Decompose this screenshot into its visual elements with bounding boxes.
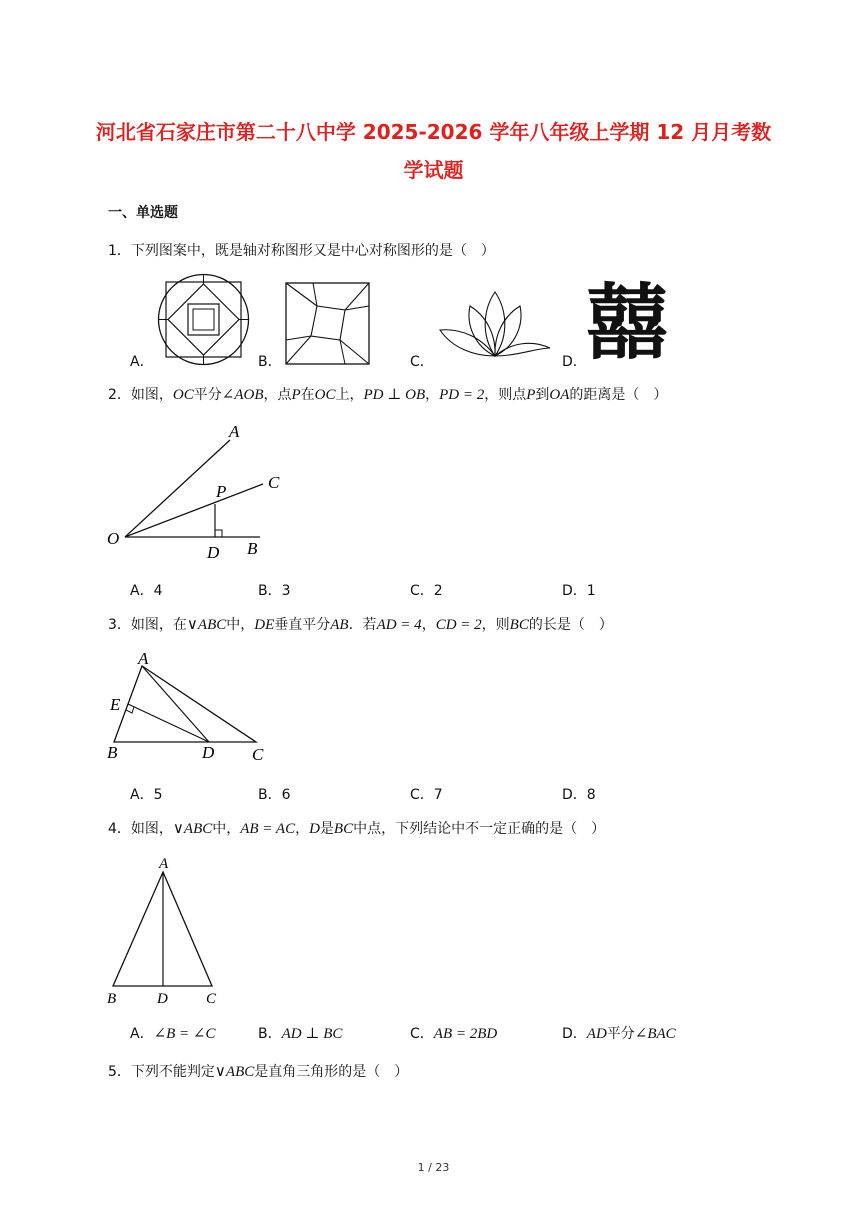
question-3 (108, 614, 613, 634)
math-span: P (291, 387, 301, 403)
math-span: PD = 2 (439, 387, 485, 403)
q2-option-c (410, 580, 443, 600)
label-c: C (268, 473, 280, 492)
page-number: 1 / 23 (417, 1161, 450, 1174)
q3-option-b (258, 784, 291, 804)
label-b: B (107, 991, 117, 1007)
option-label: D． (562, 787, 587, 803)
double-happiness-glyph: 囍 (586, 276, 669, 371)
exam-title-line-1: 河北省石家庄市第二十八中学 2025-2026 学年八年级上学期 12 月月考数 (95, 120, 772, 144)
option-value: AD ⊥ BC (281, 1026, 343, 1042)
option-value: AD (586, 1026, 607, 1042)
option-label: D． (562, 583, 587, 599)
math-span: ∨ABC (214, 1064, 255, 1080)
question-number: 1． (108, 243, 131, 259)
option-label: A． (130, 787, 154, 803)
label-d: D (157, 991, 168, 1007)
isosceles-triangle-figure (104, 852, 222, 1010)
text-span: 是 (319, 821, 334, 837)
math-span: D (309, 821, 320, 837)
math-span: P (526, 387, 536, 403)
option-value: 4 (153, 583, 163, 599)
math-span: CD = 2 (435, 617, 482, 633)
square-pinwheel-pattern-icon (285, 282, 371, 366)
angle-bisector-figure (105, 420, 295, 565)
q3-option-d (562, 784, 596, 804)
math-span: AB = AC (240, 821, 296, 837)
math-span: DE (254, 617, 275, 633)
text-span: ， (425, 387, 440, 403)
label-d: D (202, 743, 215, 762)
lotus-petals-pattern-icon (436, 290, 554, 360)
option-value: 6 (281, 787, 291, 803)
text-span: 的长是（ ） (528, 617, 613, 633)
option-value: AB = 2BD (433, 1026, 498, 1042)
option-label: B． (258, 1026, 282, 1042)
text-span: 如图， (130, 387, 173, 403)
label-b: B (247, 539, 258, 558)
q2-option-d (562, 580, 596, 600)
math-span: OC (172, 387, 194, 403)
option-value: ∠BAC (634, 1026, 676, 1042)
option-label: A． (130, 583, 154, 599)
option-label-d: D． (562, 354, 587, 370)
option-value: ∠B = ∠C (153, 1026, 216, 1042)
text-span: ， (421, 617, 436, 633)
label-e: E (110, 695, 121, 714)
math-span: OC (314, 387, 336, 403)
option-value: 5 (153, 787, 163, 803)
option-value: 8 (586, 787, 596, 803)
math-span: OA (549, 387, 570, 403)
math-span: PD ⊥ OB (363, 387, 426, 403)
question-number: 3． (108, 617, 131, 633)
q2-option-b (258, 580, 291, 600)
label-c: C (252, 745, 264, 764)
q4-option-b (258, 1023, 342, 1043)
option-label: A． (130, 1026, 154, 1042)
question-number: 2． (108, 387, 131, 403)
math-span: ∨ABC (172, 821, 213, 837)
text-span: ，则 (481, 617, 510, 633)
text-span: ， (295, 821, 310, 837)
q4-option-a (130, 1023, 216, 1043)
option-value: 2 (433, 583, 443, 599)
math-span: ∠AOB (221, 387, 264, 403)
text-span: 上， (335, 387, 364, 403)
question-5 (108, 1061, 408, 1081)
circle-window-pattern-icon (156, 272, 251, 367)
text-span: 如图，在 (130, 617, 187, 633)
option-value: 1 (586, 583, 596, 599)
question-number: 5． (108, 1064, 131, 1080)
math-span: AD = 4 (376, 617, 422, 633)
label-a: A (159, 856, 169, 872)
label-p: P (216, 482, 227, 501)
question-text: 下列图案中，既是轴对称图形又是中心对称图形的是（ ） (130, 243, 495, 259)
label-a: A (229, 422, 240, 441)
option-label: B． (258, 583, 282, 599)
text-span: 是直角三角形的是（ ） (254, 1064, 409, 1080)
text-span: 平分 (193, 387, 222, 403)
option-value: 7 (433, 787, 443, 803)
q4-option-c (410, 1023, 497, 1043)
option-label: C． (410, 1026, 434, 1042)
text-span: 到 (535, 387, 550, 403)
option-label: C． (410, 787, 434, 803)
exam-title-line-2: 学试题 (403, 158, 464, 182)
option-value: 3 (281, 583, 291, 599)
text-span: 下列不能判定 (130, 1064, 215, 1080)
option-label-b: B． (258, 354, 282, 370)
q3-option-c (410, 784, 443, 804)
math-span: AB (330, 617, 349, 633)
option-label: D． (562, 1026, 587, 1042)
q3-option-a (130, 784, 163, 804)
text-span: ．若 (348, 617, 377, 633)
option-value: 平分 (606, 1026, 635, 1042)
math-span: BC (333, 821, 354, 837)
math-span: BC (509, 617, 529, 633)
q2-option-a (130, 580, 163, 600)
perpendicular-bisector-figure (104, 650, 274, 765)
text-span: 的距离是（ ） (569, 387, 668, 403)
text-span: 在 (300, 387, 315, 403)
text-span: 垂直平分 (274, 617, 331, 633)
q4-option-d (562, 1023, 676, 1043)
text-span: ，则点 (484, 387, 527, 403)
label-b: B (107, 743, 118, 762)
section-heading: 一、单选题 (108, 205, 178, 221)
text-span: 中， (226, 617, 255, 633)
math-span: ∨ABC (186, 617, 227, 633)
option-label: B． (258, 787, 282, 803)
option-label-c: C． (410, 354, 434, 370)
label-o: O (107, 529, 120, 548)
label-d: D (207, 543, 220, 562)
option-label: C． (410, 583, 434, 599)
question-4 (108, 818, 605, 838)
text-span: 中点，下列结论中不一定正确的是（ ） (353, 821, 606, 837)
text-span: 如图， (130, 821, 173, 837)
text-span: ，点 (263, 387, 292, 403)
question-2 (108, 384, 667, 404)
text-span: 中， (212, 821, 241, 837)
label-c: C (206, 991, 217, 1007)
question-1 (108, 240, 495, 260)
question-number: 4． (108, 821, 131, 837)
label-a: A (138, 649, 149, 668)
option-label-a: A． (130, 354, 154, 370)
